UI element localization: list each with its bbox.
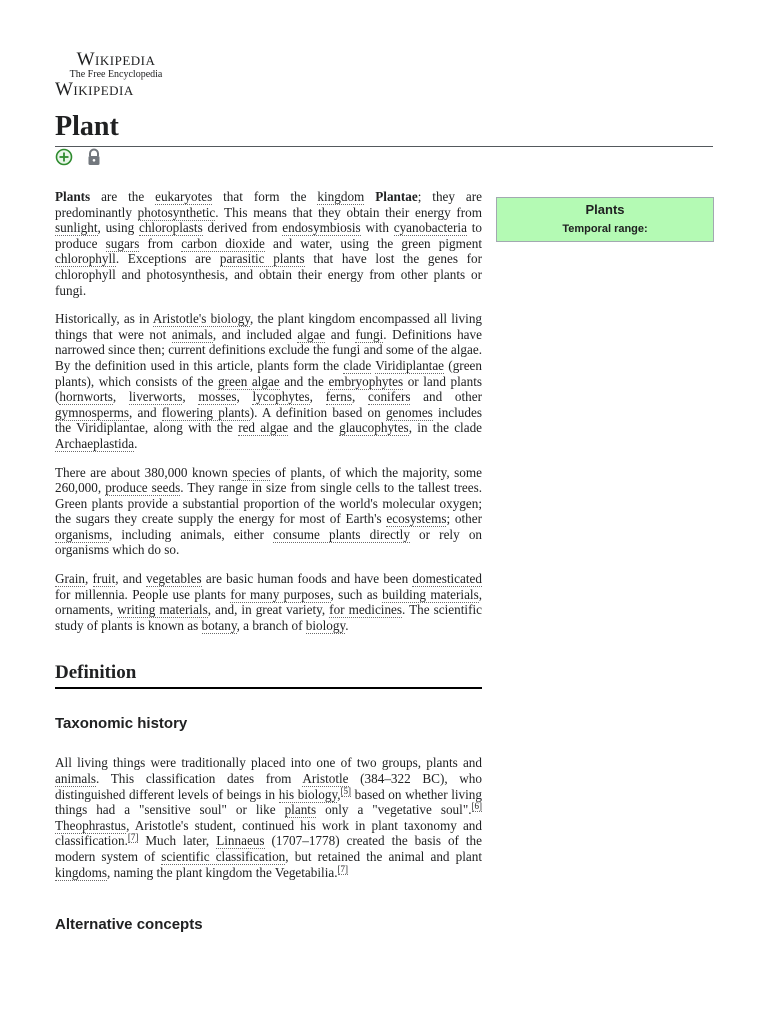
text: . xyxy=(134,435,138,451)
text: , and xyxy=(129,404,162,420)
reference-link[interactable]: [5] xyxy=(340,785,351,796)
text: only a "vegetative soul". xyxy=(316,802,472,818)
link-for-many-purposes[interactable]: for many purposes xyxy=(230,586,331,602)
link-archaeplastida[interactable]: Archaeplastida xyxy=(55,435,135,451)
link-kingdoms[interactable]: kingdoms xyxy=(55,864,108,880)
section-heading-definition: Definition xyxy=(55,661,482,689)
link-glaucophytes[interactable]: glaucophytes xyxy=(339,420,409,436)
text: , xyxy=(309,389,326,405)
taxobox xyxy=(496,197,714,242)
text xyxy=(364,189,375,204)
intro-paragraph-3 xyxy=(55,465,482,559)
text: , a branch of xyxy=(236,617,306,633)
text: includes the Viridiplantae, along with the xyxy=(55,404,482,436)
link-aristotles-biology[interactable]: Aristotle's biology xyxy=(152,311,251,327)
text: and the xyxy=(279,373,329,389)
text: . This means that they obtain their energy from xyxy=(215,204,482,220)
text: All living things were traditionally placed into one of two groups, plants and xyxy=(55,755,482,771)
reference-link[interactable]: [7] xyxy=(337,863,349,874)
link-linnaeus[interactable]: Linnaeus xyxy=(216,833,265,849)
text: with xyxy=(360,220,394,236)
taxobox-temporal-range: Temporal range: xyxy=(562,223,648,235)
text: , xyxy=(352,389,368,405)
logo-wordmark-secondary: Wikipedia xyxy=(55,79,134,100)
link-vegetables[interactable]: vegetables xyxy=(145,571,202,587)
link-building-materials[interactable]: building materials xyxy=(382,586,479,602)
link-conifers[interactable]: conifers xyxy=(368,389,411,405)
reference-link[interactable]: [7] xyxy=(127,832,139,843)
link-writing-materials[interactable]: writing materials xyxy=(117,602,208,618)
link-plants[interactable]: plants xyxy=(284,802,317,818)
link-sugars[interactable]: sugars xyxy=(105,235,140,251)
text: or rely on organisms which do so. xyxy=(55,526,483,558)
link-embryophytes[interactable]: embryophytes xyxy=(328,373,404,389)
text: , ornaments, xyxy=(55,586,483,618)
text: . Exceptions are xyxy=(115,251,220,267)
text: , the plant kingdom encompassed all living things that were not xyxy=(55,311,483,342)
link-green-algae[interactable]: green algae xyxy=(218,373,280,389)
reference-7[interactable] xyxy=(128,832,139,843)
text: . The scientific study of plants is known as xyxy=(55,602,482,633)
link-organisms[interactable]: organisms xyxy=(55,526,109,542)
link-photosynthetic[interactable]: photosynthetic xyxy=(137,204,216,220)
text: (green plants), which consists of the xyxy=(55,357,482,389)
link-endosymbiosis[interactable]: endosymbiosis xyxy=(282,220,361,236)
link-produce-seeds[interactable]: produce seeds xyxy=(105,480,181,496)
text: based on whether living things had a "sensitive soul" or like xyxy=(55,786,482,818)
text: (1707–1778) created the basis of the modern system of xyxy=(55,833,482,864)
subsection-heading-alternative-concepts: Alternative concepts xyxy=(55,916,203,934)
link-species[interactable]: species xyxy=(232,464,271,480)
link-kingdom[interactable]: kingdom xyxy=(317,189,365,204)
text: for millennia. People use plants xyxy=(55,586,231,602)
link-algae[interactable]: algae xyxy=(297,326,326,342)
text: , xyxy=(337,786,341,802)
text: and other xyxy=(410,389,483,405)
wikipedia-logo[interactable] xyxy=(55,50,177,99)
logo-tagline: The Free Encyclopedia xyxy=(69,69,163,80)
link-gymnosperms[interactable]: gymnosperms xyxy=(55,404,129,420)
text: , xyxy=(182,389,199,405)
link-viridiplantae[interactable]: Viridiplantae xyxy=(375,357,445,373)
text: , in the clade xyxy=(408,420,483,436)
link-aristotle[interactable]: Aristotle xyxy=(302,771,349,787)
link-lycophytes[interactable]: lycophytes xyxy=(252,389,310,405)
link-grain[interactable]: Grain xyxy=(55,571,86,587)
text: are basic human foods and have been xyxy=(201,571,413,587)
text: , xyxy=(85,571,93,587)
intro-paragraph-4 xyxy=(55,571,482,633)
text: , but retained the animal and plant xyxy=(285,849,482,864)
text: , and xyxy=(115,571,146,587)
text: . Definitions have narrowed since then; current definitions exclude the fungi and some of the algae. By the definition used in this article, plants form the xyxy=(55,326,482,373)
reference-link[interactable]: [6] xyxy=(471,801,482,812)
link-sunlight[interactable]: sunlight xyxy=(55,220,98,236)
link-chloroplasts[interactable]: chloroplasts xyxy=(138,220,203,236)
reference-7b[interactable] xyxy=(338,864,349,875)
link-eukaryotes[interactable]: eukaryotes xyxy=(155,189,213,204)
link-domesticated[interactable]: domesticated xyxy=(412,571,482,587)
text: to produce xyxy=(55,220,482,251)
text: , such as xyxy=(330,586,383,602)
text: that have lost the genes for chlorophyll and photosynthesis, and obtain their energy from other plants or fungi. xyxy=(55,251,482,298)
text: , and, in great variety, xyxy=(207,602,330,618)
text: . This classification dates from xyxy=(96,771,303,787)
text: or land plants ( xyxy=(55,373,482,405)
link-for-medicines[interactable]: for medicines xyxy=(329,602,403,618)
text: ; they are predominantly xyxy=(55,189,483,220)
text: There are about 380,000 known xyxy=(55,464,233,480)
link-botany[interactable]: botany xyxy=(201,617,237,633)
text: of plants, of which the majority, some 260,000, xyxy=(55,464,482,496)
link-flowering-plants[interactable]: flowering plants xyxy=(161,404,250,420)
lock-icon[interactable] xyxy=(85,148,103,166)
link-biology[interactable]: biology xyxy=(305,617,346,633)
text: , and included xyxy=(212,326,298,342)
text: derived from xyxy=(202,220,283,236)
text: and xyxy=(325,326,356,342)
bold-term: Plantae xyxy=(375,189,418,204)
link-theophrastus[interactable]: Theophrastus xyxy=(55,817,127,833)
text: , xyxy=(236,389,253,405)
link-animals[interactable]: animals xyxy=(171,326,213,342)
green-plus-circle-icon[interactable] xyxy=(55,148,73,166)
link-scientific-classification[interactable]: scientific classification xyxy=(161,849,286,864)
text: are the xyxy=(90,189,156,204)
taxobox-title: Plants xyxy=(585,202,625,217)
taxonomy-paragraph-1 xyxy=(55,755,482,880)
text: , Aristotle's student, continued his work in plant taxonomy and classification. xyxy=(55,817,482,849)
intro-paragraph-1 xyxy=(55,189,482,298)
logo-wordmark: Wikipedia xyxy=(76,49,156,70)
text: . xyxy=(345,617,349,633)
link-genomes[interactable]: genomes xyxy=(385,404,433,420)
subsection-heading-taxonomic-history: Taxonomic history xyxy=(55,715,188,733)
text: , naming the plant kingdom the Vegetabilia. xyxy=(107,864,338,880)
lead-term: Plants xyxy=(55,189,91,204)
article-body xyxy=(55,189,482,934)
text: ; other xyxy=(446,511,482,527)
reference-5[interactable] xyxy=(341,786,352,797)
link-red-algae[interactable]: red algae xyxy=(238,420,289,436)
text: Much later, xyxy=(138,833,217,849)
reference-6[interactable] xyxy=(472,801,483,812)
link-chlorophyll[interactable]: chlorophyll xyxy=(55,251,116,267)
text: that form the xyxy=(212,189,318,204)
link-his-biology[interactable]: his biology xyxy=(278,786,338,802)
link-clade[interactable]: clade xyxy=(343,357,372,373)
text: and water, using the green pigment xyxy=(264,235,483,251)
text: . They range in size from single cells to the tallest trees. Green plants provide a substantial proportion of the world's molecular oxygen; the sugars they create supply the energy for most of Earth's xyxy=(55,480,483,527)
text: from xyxy=(139,235,182,251)
link-parasitic-plants[interactable]: parasitic plants xyxy=(219,251,305,267)
link-fungi[interactable]: fungi xyxy=(355,326,384,342)
link-liverworts[interactable]: liverworts xyxy=(128,389,183,405)
link-mosses[interactable]: mosses xyxy=(198,389,237,405)
text: , xyxy=(112,389,129,405)
link-consume-plants-directly[interactable]: consume plants directly xyxy=(272,526,410,542)
title-divider xyxy=(55,146,713,147)
text: and the xyxy=(288,420,340,436)
link-ferns[interactable]: ferns xyxy=(325,389,352,405)
link-carbon-dioxide[interactable]: carbon dioxide xyxy=(181,235,265,251)
page-title: Plant xyxy=(55,111,119,142)
link-ecosystems[interactable]: ecosystems xyxy=(386,511,447,527)
link-hornworts[interactable]: hornworts xyxy=(59,389,113,405)
text: ). A definition based on xyxy=(249,404,386,420)
page-status-indicators xyxy=(55,148,111,168)
text: Historically, as in xyxy=(55,311,153,327)
link-animals[interactable]: animals xyxy=(55,771,97,787)
text: , including animals, either xyxy=(108,526,273,542)
link-cyanobacteria[interactable]: cyanobacteria xyxy=(393,220,467,236)
text: (384–322 BC), who distinguished different levels of beings in xyxy=(55,771,482,802)
intro-paragraph-2 xyxy=(55,311,482,451)
link-fruit[interactable]: fruit xyxy=(92,571,116,587)
text: , using xyxy=(97,220,139,236)
